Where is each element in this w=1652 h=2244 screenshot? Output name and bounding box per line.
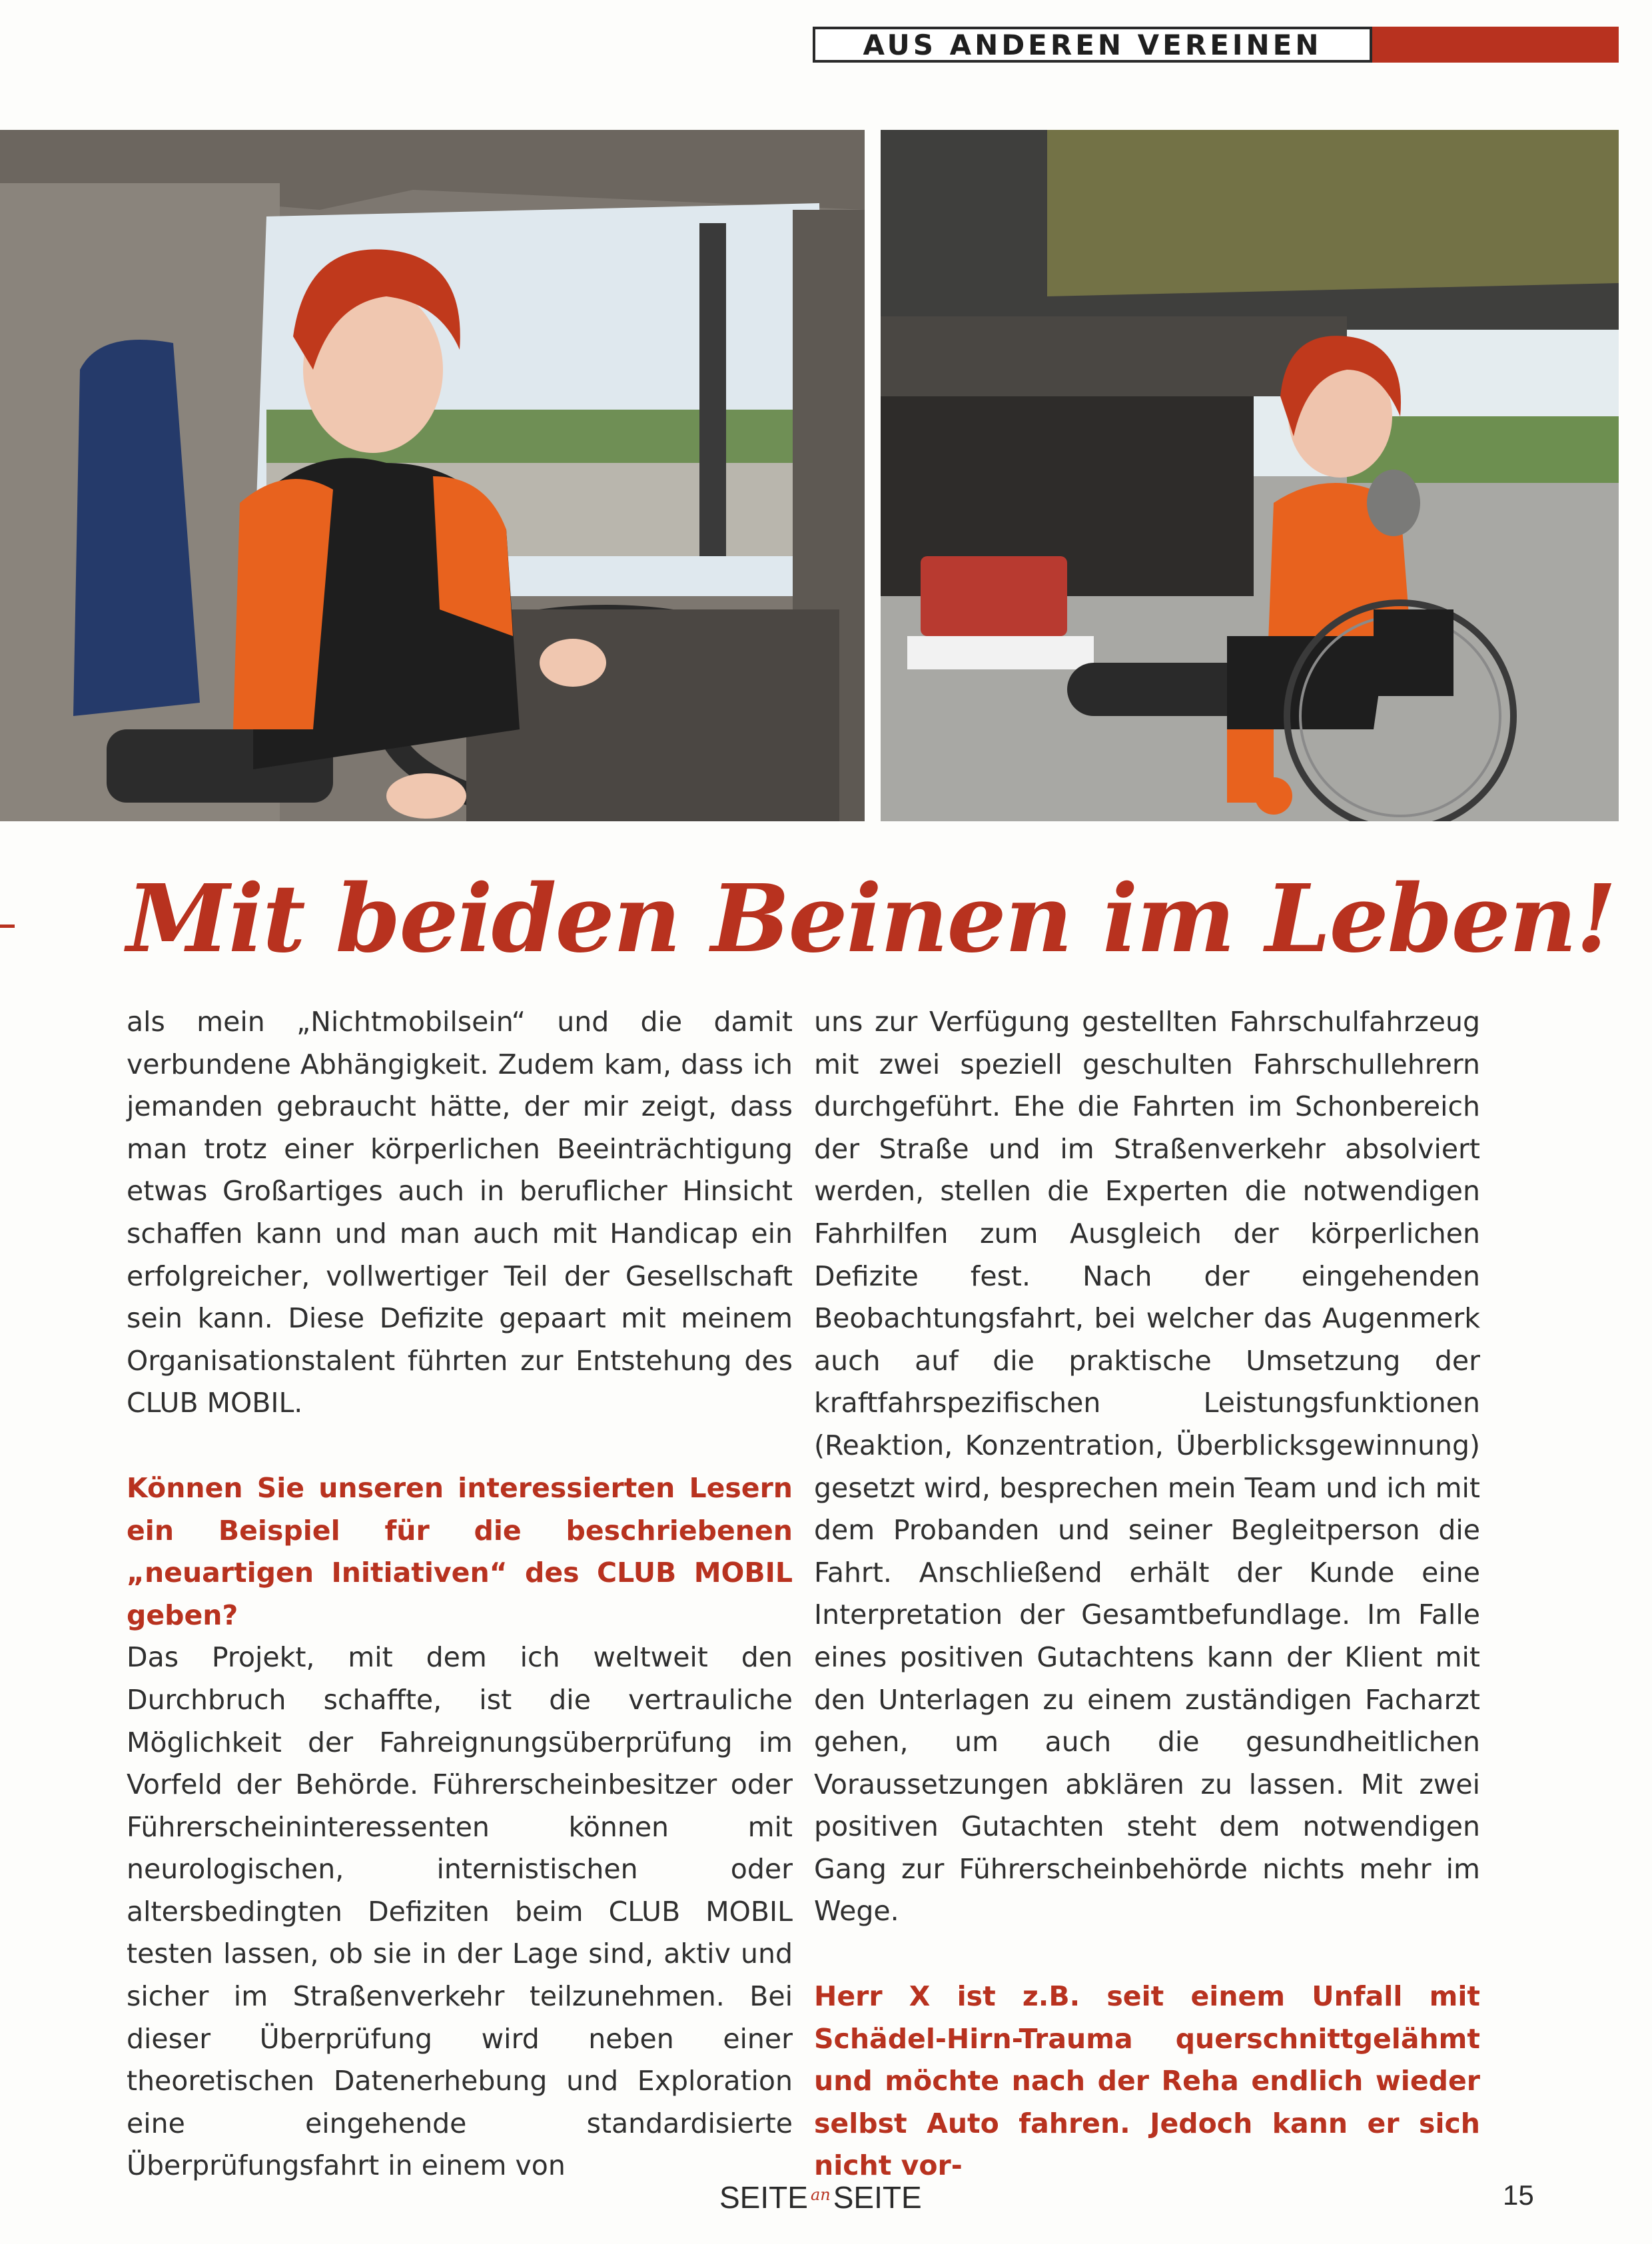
interview-question: Können Sie unseren interessierten Lesern ein Beispiel für die beschriebenen „neuartigen Initiativen“ des CLUB MOBIL geben? [127,1471,793,1631]
article-paragraph: als mein „Nichtmobilsein“ und die damit verbundene Abhängigkeit. Zudem kam, dass ich jemanden gebraucht hätte, der mir zeigt, dass man trotz einer körperlichen Beeinträchtigung etwas Großartiges auch in beruflicher Hinsicht schaffen kann und man auch mit Handicap ein erfolgreicher, vollwertiger Teil der Gesellschaft sein kann. Diese Defizite gepaart mit meinem Organisationstalent führten zur Entstehung des CLUB MOBIL. [127,1006,793,1419]
brand-connector: an [810,2185,831,2204]
article-column-right [814,1001,1480,2187]
interview-question: Herr X ist z.B. seit einem Unfall mit Schädel-Hirn-Trauma querschnittgelähmt und möchte nach der Reha endlich wieder selbst Auto fahren. Jedoch kann er sich nicht vor- [814,1980,1480,2182]
section-label: AUS ANDEREN VEREINEN [813,27,1372,63]
brand-word-right: SEITE [833,2180,922,2215]
brand-word-left: SEITE [719,2180,808,2215]
margin-mark [0,925,15,928]
magazine-brand [719,2179,922,2219]
photo-woman-wheelchair-truck-icon [881,130,1619,821]
article-column-left [127,1001,793,2187]
article-paragraph: uns zur Verfügung gestellten Fahrschulfahrzeug mit zwei speziell geschulten Fahrschullehrern durchgeführt. Ehe die Fahrten im Schonbereich der Straße und im Straßenverkehr absolviert werden, stellen die Experten die notwendigen Fahrhilfen zum Ausgleich der körperlichen Defizite fest. Nach der eingehenden Beobachtungsfahrt, bei welcher das Augenmerk auch auf die praktische Umsetzung der kraftfahrspezifischen Leistungsfunktionen (Reaktion, Konzentration, Überblicksgewinnung) gesetzt wird, besprechen mein Team und ich mit dem Probanden und seiner Begleitperson die Fahrt. Anschließend erhält der Kunde eine Interpretation der Gesamtbefundlage. Im Falle eines positiven Gutachtens kann der Klient mit den Unterlagen zu einem zuständigen Facharzt gehen, um auch die gesundheitlichen Voraussetzungen abklären zu lassen. Mit zwei positiven Gutachten steht dem notwendigen Gang zur Führerscheinbehörde nichts mehr im Wege. [814,1006,1480,1928]
article-paragraph: Das Projekt, mit dem ich weltweit den Durchbruch schaffte, ist die vertrauliche Möglichkeit der Fahreignungsüberprüfung im Vorfeld der Behörde. Führerscheinbesitzer oder Führerscheininteressenten können mit neurologischen, internistischen oder altersbedingten Defiziten beim CLUB MOBIL testen lassen, ob sie in der Lage sind, aktiv und sicher im Straßenverkehr teilzunehmen. Bei dieser Überprüfung wird neben einer theoretischen Datenerhebung und Exploration eine eingehende standardisierte Überprüfungsfahrt in einem von [127,1641,793,2182]
section-accent-bar [1372,27,1619,63]
article-headline: Mit beiden Beinen im Leben! [127,865,1615,974]
page-number: 15 [1503,2179,1534,2211]
photo-woman-driving-truck-icon [0,130,865,821]
